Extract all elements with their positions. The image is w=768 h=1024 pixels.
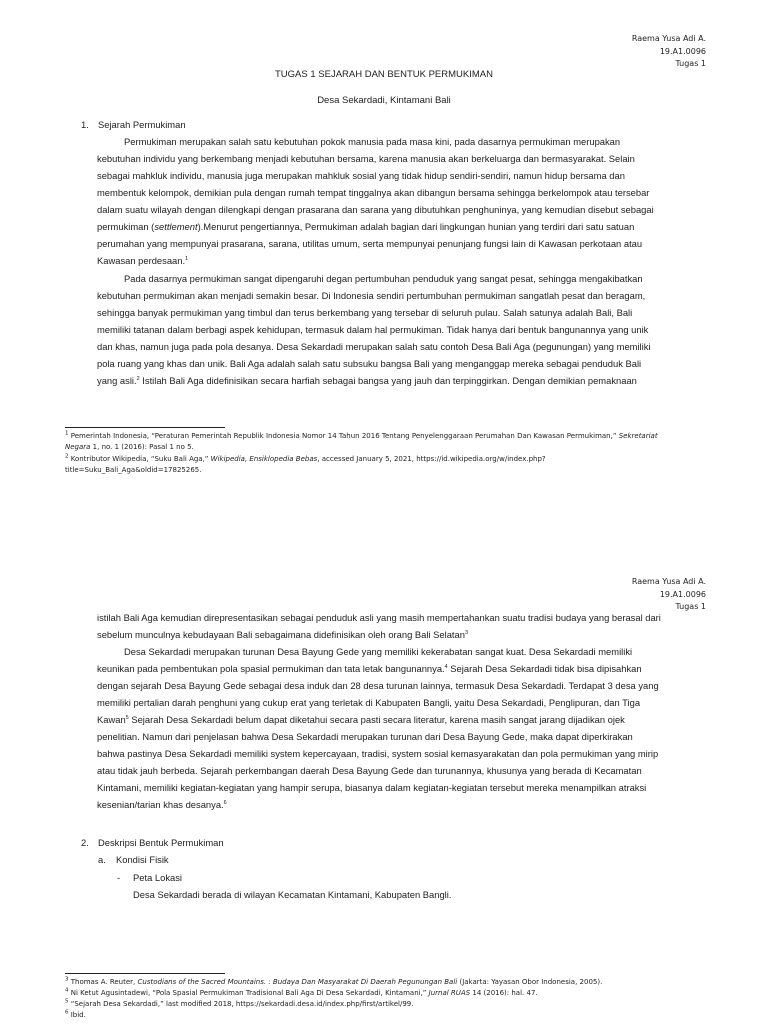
paragraph-line: keunikan pada pembentukan pola spasial permukiman dan tata letak bangunannya.$^4$ Sejarah Desa Sekardadi tidak bisa dipisahkan [97,663,642,674]
paragraph-line: dengan sejarah Desa Bayung Gede sebagai desa induk dan 28 desa turunan lainnya, termasuk Desa Sekardadi. Terdapat 3 desa yang [97,680,659,691]
paragraph-line: kebutuhan permukiman akan menjadi semakin besar. Di Indonesia sendiri pertumbuhan permukiman sangatlah pesat dan beragam, [97,290,646,301]
paragraph-line: Kintamani, memiliki kegiatan-kegiatan yang hampir serupa, biasanya dalam kegiatan-kegiatan tersebut mereka menampilkan atraksi [97,782,647,793]
footnote-ref[interactable]: 6 [223,799,227,806]
location-description: Desa Sekardadi berada di wilayan Kecamatan Kintamani, Kabupaten Bangli. [133,889,452,900]
paragraph-line: yang asli.$^2$ Istilah Bali Aga didefinisikan secara harfiah sebagai bangsa yang jauh dan terpinggirkan. Dengan demikian pemaknaan [97,375,637,386]
footnote-1-cont: Negara 1, no. 1 (2016): Pasal 1 no 5. [65,443,194,451]
paragraph-line: perumahan yang mempunyai prasarana, sarana, utilitas umum, serta mempunyai penunjang fungsi lain di Kawasan perkotaan atau [97,238,643,249]
footnote-5: $^5$ “Sejarah Desa Sekardadi,” last modified 2018, https://sekardadi.desa.id/index.php/first/artikel/99. [65,998,414,1008]
footnote-ref[interactable]: 3 [464,629,469,636]
subsection-a-heading: Kondisi Fisik [116,854,169,865]
document-subtitle: Desa Sekardadi, Kintamani Bali [317,95,451,106]
paragraph-line: memiliki tatanan dalam berbagi aspek kehidupan, termasuk dalam hal permukiman. Tidak hanya dari bentuk bangunannya yang unik [97,324,649,335]
paragraph-line: istilah Bali Aga kemudian direpresentasikan sebagai penduduk asli yang masih mempertahankan suatu tradisi budaya yang berasal dari [97,612,661,623]
paragraph-line: sebagai mahkluk individu, manusia juga merupakan mahkluk sosial yang tidak hidup sendiri-sendiri, namun hidup bersama dan [97,170,625,181]
paragraph-line: atau tidak jauh berbeda. Sejarah perkembangan daerah Desa Bayung Gede dan turunannya, khusunya yang berada di Kecamatan [97,765,642,776]
paragraph-line: Kawasan perdesaan.$^1$ [97,255,189,266]
footnote-1: $^1$ Pemerintah Indonesia, “Peraturan Pemerintah Republik Indonesia Nomor 14 Tahun 2016 Tentang Penyelenggaraan Perumahan Dan Kawasan Permukiman,” Sekretariat [65,430,658,440]
footnote-ref[interactable]: 1 [185,255,189,262]
page1-header [632,33,706,71]
subsection-a-number: a. [98,854,106,865]
student-id: 19.A1.0096 [659,46,706,56]
bullet-marker: - [117,872,121,883]
author-name: Raema Yusa Adi A. [631,577,706,586]
footnote-separator [65,973,225,974]
footnote-ref[interactable]: 2 [136,375,140,382]
paragraph-line: sebelum munculnya kebudayaan Bali sebagaimana didefinisikan oleh orang Bali Selatan$^3$ [97,629,469,640]
paragraph-line: dan khas, namun juga pada pola desanya. Desa Sekardadi merupakan salah satu contoh Desa Bali Aga (pegunungan) yang memiliki [97,341,651,352]
paragraph-line: membentuk kelompok, demikian pula dengan rumah tempat tinggalnya akan dibangun bersama sehingga berkelompok atau tersebar [97,187,650,198]
document-title: TUGAS 1 SEJARAH DAN BENTUK PERMUKIMAN [274,69,493,80]
paragraph-line: Kawan$^5$ Sejarah Desa Sekardadi belum dapat diketahui secara pasti secara literatur, karena masih sangat jarang dijadikan ojek [97,714,625,725]
paragraph-line: memiliki pertalian darah penghuni yang cukup erat yang terletak di Kabupaten Bangli, yaitu Desa Sekardadi, Penglipuran, dan Tiga [97,697,641,708]
paragraph-line: Desa Sekardadi merupakan turunan Desa Bayung Gede yang memiliki kekerabatan sangat kuat. Desa Sekardadi memiliki [124,646,633,657]
paragraph-line: permukiman (settlement).Menurut pengertiannya, Permukiman adalah bagian dari lingkungan hunian yang terdiri dari satu satuan [97,221,635,232]
footnote-6: $^6$ Ibid. [65,1009,86,1019]
footnote-ref[interactable]: 5 [125,714,129,721]
footnote-ref[interactable]: 4 [444,663,448,670]
footnote-2-cont: title=Suku_Bali_Aga&oldid=17825265. [65,466,202,474]
paragraph-line: sehingga banyak permukiman yang timbul dan terus berkembang yang tersebar di seluruh pulau. Salah satunya adalah Bali, Bali [97,307,633,318]
section-1-heading: Sejarah Permukiman [98,119,186,130]
section-1-number: 1. [81,119,89,130]
paragraph-line: Permukiman merupakan salah satu kebutuhan pokok manusia pada masa kini, pada dasarnya permukiman merupakan [124,136,621,147]
student-id: 19.A1.0096 [659,589,706,599]
task-label: Tugas 1 [675,59,706,68]
footnote-4: $^4$ Ni Ketut Agusintadewi, “Pola Spasial Permukiman Tradisional Bali Aga Di Desa Sekardadi, Kintamani,” Jurnal RUAS 14 (2016): hal. 47. [65,987,538,997]
footnote-separator [65,427,225,428]
page2-header [632,576,706,614]
footnote-2: $^2$ Kontributor Wikipedia, “Suku Bali Aga,” Wikipedia, Ensiklopedia Bebas, accessed January 5, 2021, https://id.wikipedia.org/w/index.php? [65,453,546,463]
paragraph-line: bahwa pastinya Desa Sekardadi memiliki system kepercayaan, tradisi, system sosial kemasyarakatan dan pola permukiman yang mirip [97,748,659,759]
paragraph-line: penelitian. Namun dari penjelasan bahwa Desa Sekardadi merupakan turunan dari Desa Bayung Gede, maka dapat diperkirakan [97,731,633,742]
footnote-3: $^3$ Thomas A. Reuter, Custodians of the Sacred Mountains. : Budaya Dan Masyarakat Di Daerah Pegunungan Bali (Jakarta: Yayasan Obor Indonesia, 2005). [65,976,603,986]
paragraph-line: dalam suatu wilayah dengan dilengkapi dengan prasarana dan sarana yang dibutuhkan penghuninya, yang kemudian disebut sebagai [97,204,654,215]
paragraph-line: kebutuhan individu yang berkembang menjadi kebutuhan bersama, karena manusia akan berkeluarga dan bermasyarakat. Selain [97,153,635,164]
section-2-number: 2. [81,837,89,848]
paragraph-line: kesenian/tarian khas desanya.$^6$ [97,799,227,810]
paragraph-line: Pada dasarnya permukiman sangat dipengaruhi degan pertumbuhan penduduk yang sangat pesat, sehingga mengakibatkan [124,273,643,284]
bullet-item-peta-lokasi: Peta Lokasi [133,872,182,883]
section-2-heading: Deskripsi Bentuk Permukiman [98,837,224,848]
task-label: Tugas 1 [675,602,706,611]
paragraph-line: pola ruang yang khas dan unik. Bali Aga adalah salah satu subsuku bangsa Bali yang menganggap mereka sebagai penduduk Bali [97,358,642,369]
author-name: Raema Yusa Adi A. [631,34,706,43]
